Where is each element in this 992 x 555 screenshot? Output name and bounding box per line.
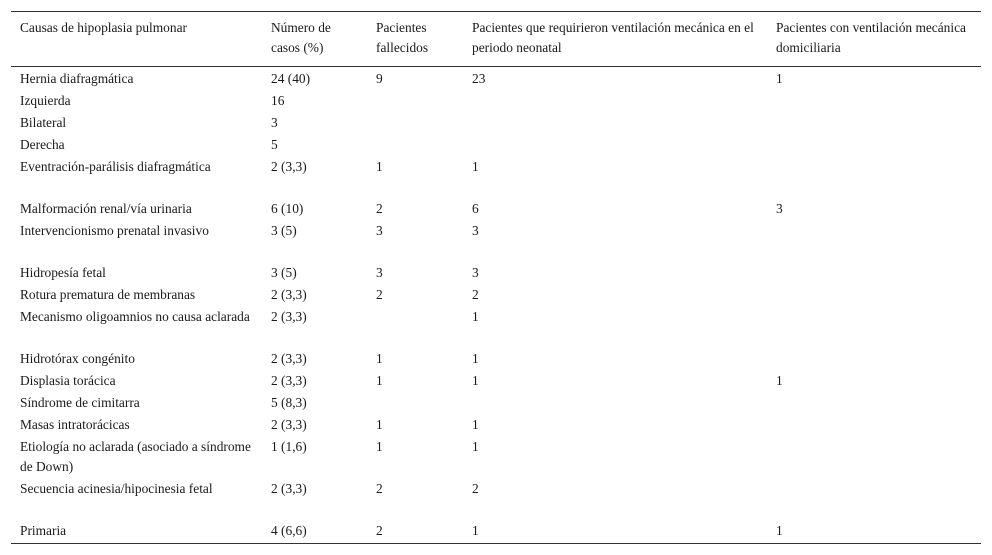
case-count-cell: 2 (3,3) xyxy=(271,309,307,324)
cause-cell: Malformación renal/vía urinaria xyxy=(20,201,192,216)
deceased-cell xyxy=(367,393,463,415)
case-count-cell: 3 xyxy=(271,115,278,130)
table-row xyxy=(11,157,981,199)
neonatal-ventilation-cell: 2 xyxy=(472,481,479,496)
cause-cell: Izquierda xyxy=(20,93,71,108)
neonatal-ventilation-cell: 6 xyxy=(472,201,479,216)
case-count-cell: 2 (3,3) xyxy=(271,481,307,496)
neonatal-ventilation-cell: 1 xyxy=(472,417,479,432)
table-row xyxy=(11,113,981,135)
neonatal-ventilation-cell: 1 xyxy=(472,523,479,538)
home-ventilation-cell xyxy=(767,285,981,307)
deceased-cell: 3 xyxy=(376,223,383,238)
cause-cell: Bilateral xyxy=(20,115,67,130)
deceased-cell xyxy=(367,307,463,349)
neonatal-ventilation-cell: 1 xyxy=(472,159,479,174)
deceased-cell: 2 xyxy=(376,287,383,302)
header-row xyxy=(11,12,981,67)
neonatal-ventilation-cell: 1 xyxy=(472,351,479,366)
cause-cell: Etiología no aclarada (asociado a síndrome de Down) xyxy=(20,439,251,474)
cause-cell: Rotura prematura de membranas xyxy=(20,287,196,302)
home-ventilation-cell xyxy=(767,113,981,135)
table-row xyxy=(11,91,981,113)
case-count-cell: 5 (8,3) xyxy=(271,395,307,410)
header-deceased: Pacientes fallecidos xyxy=(376,20,429,55)
home-ventilation-cell xyxy=(767,263,981,285)
deceased-cell: 2 xyxy=(376,481,383,496)
hypoplasia-table-container xyxy=(11,11,981,544)
cause-cell: Secuencia acinesia/hipocinesia fetal xyxy=(20,481,213,496)
deceased-cell: 1 xyxy=(376,439,383,454)
deceased-cell xyxy=(367,91,463,113)
case-count-cell: 2 (3,3) xyxy=(271,159,307,174)
cause-cell: Displasia torácica xyxy=(20,373,116,388)
table-row xyxy=(11,135,981,157)
case-count-cell: 4 (6,6) xyxy=(271,523,307,538)
cause-cell: Eventración-parálisis diafragmática xyxy=(20,159,211,174)
deceased-cell: 9 xyxy=(376,71,383,86)
deceased-cell xyxy=(367,113,463,135)
home-ventilation-cell xyxy=(767,479,981,521)
deceased-cell: 2 xyxy=(376,201,383,216)
cause-cell: Hidrotórax congénito xyxy=(20,351,135,366)
case-count-cell: 3 (5) xyxy=(271,265,297,280)
neonatal-ventilation-cell xyxy=(463,393,767,415)
header-causes: Causas de hipoplasia pulmonar xyxy=(20,20,187,35)
case-count-cell: 16 xyxy=(271,93,285,108)
home-ventilation-cell: 1 xyxy=(776,523,783,538)
cause-cell: Derecha xyxy=(20,137,65,152)
neonatal-ventilation-cell: 1 xyxy=(472,439,479,454)
cause-cell: Hidropesía fetal xyxy=(20,265,106,280)
case-count-cell: 2 (3,3) xyxy=(271,373,307,388)
table-row xyxy=(11,437,981,479)
home-ventilation-cell: 3 xyxy=(776,201,783,216)
home-ventilation-cell xyxy=(767,221,981,263)
header-case-count: Número de casos (%) xyxy=(271,20,331,55)
table-row xyxy=(11,199,981,221)
table-row xyxy=(11,479,981,521)
home-ventilation-cell xyxy=(767,415,981,437)
neonatal-ventilation-cell: 2 xyxy=(472,287,479,302)
cause-cell: Síndrome de cimitarra xyxy=(20,395,140,410)
home-ventilation-cell xyxy=(767,349,981,371)
cause-cell: Masas intratorácicas xyxy=(20,417,130,432)
neonatal-ventilation-cell xyxy=(463,113,767,135)
home-ventilation-cell xyxy=(767,157,981,199)
neonatal-ventilation-cell: 1 xyxy=(472,373,479,388)
table-row xyxy=(11,349,981,371)
case-count-cell: 5 xyxy=(271,137,278,152)
neonatal-ventilation-cell: 23 xyxy=(472,71,486,86)
case-count-cell: 6 (10) xyxy=(271,201,304,216)
header-home-ventilation: Pacientes con ventilación mecánica domiciliaria xyxy=(776,20,966,55)
table-row xyxy=(11,521,981,544)
cause-cell: Intervencionismo prenatal invasivo xyxy=(20,223,209,238)
home-ventilation-cell xyxy=(767,307,981,349)
home-ventilation-cell: 1 xyxy=(776,71,783,86)
deceased-cell: 1 xyxy=(376,159,383,174)
case-count-cell: 3 (5) xyxy=(271,223,297,238)
home-ventilation-cell xyxy=(767,437,981,479)
neonatal-ventilation-cell: 3 xyxy=(472,265,479,280)
table-row xyxy=(11,263,981,285)
neonatal-ventilation-cell xyxy=(463,91,767,113)
table-body xyxy=(11,67,981,544)
deceased-cell: 1 xyxy=(376,373,383,388)
home-ventilation-cell xyxy=(767,393,981,415)
header-neonatal-ventilation: Pacientes que requirieron ventilación mecánica en el periodo neonatal xyxy=(472,20,754,55)
table-row xyxy=(11,307,981,349)
table-header xyxy=(11,12,981,67)
case-count-cell: 2 (3,3) xyxy=(271,351,307,366)
table-row xyxy=(11,67,981,92)
home-ventilation-cell xyxy=(767,135,981,157)
case-count-cell: 1 (1,6) xyxy=(271,439,307,454)
cause-cell: Hernia diafragmática xyxy=(20,71,134,86)
table-row xyxy=(11,221,981,263)
case-count-cell: 2 (3,3) xyxy=(271,417,307,432)
cause-cell: Primaria xyxy=(20,523,67,538)
neonatal-ventilation-cell xyxy=(463,135,767,157)
deceased-cell: 2 xyxy=(376,523,383,538)
deceased-cell: 1 xyxy=(376,351,383,366)
cause-cell: Mecanismo oligoamnios no causa aclarada xyxy=(20,309,250,324)
home-ventilation-cell: 1 xyxy=(776,373,783,388)
neonatal-ventilation-cell: 3 xyxy=(472,223,479,238)
hypoplasia-causes-table xyxy=(11,11,981,544)
table-row xyxy=(11,371,981,393)
deceased-cell: 1 xyxy=(376,417,383,432)
neonatal-ventilation-cell: 1 xyxy=(472,309,479,324)
deceased-cell: 3 xyxy=(376,265,383,280)
table-row xyxy=(11,415,981,437)
home-ventilation-cell xyxy=(767,91,981,113)
case-count-cell: 2 (3,3) xyxy=(271,287,307,302)
case-count-cell: 24 (40) xyxy=(271,71,311,86)
deceased-cell xyxy=(367,135,463,157)
table-row xyxy=(11,285,981,307)
table-row xyxy=(11,393,981,415)
